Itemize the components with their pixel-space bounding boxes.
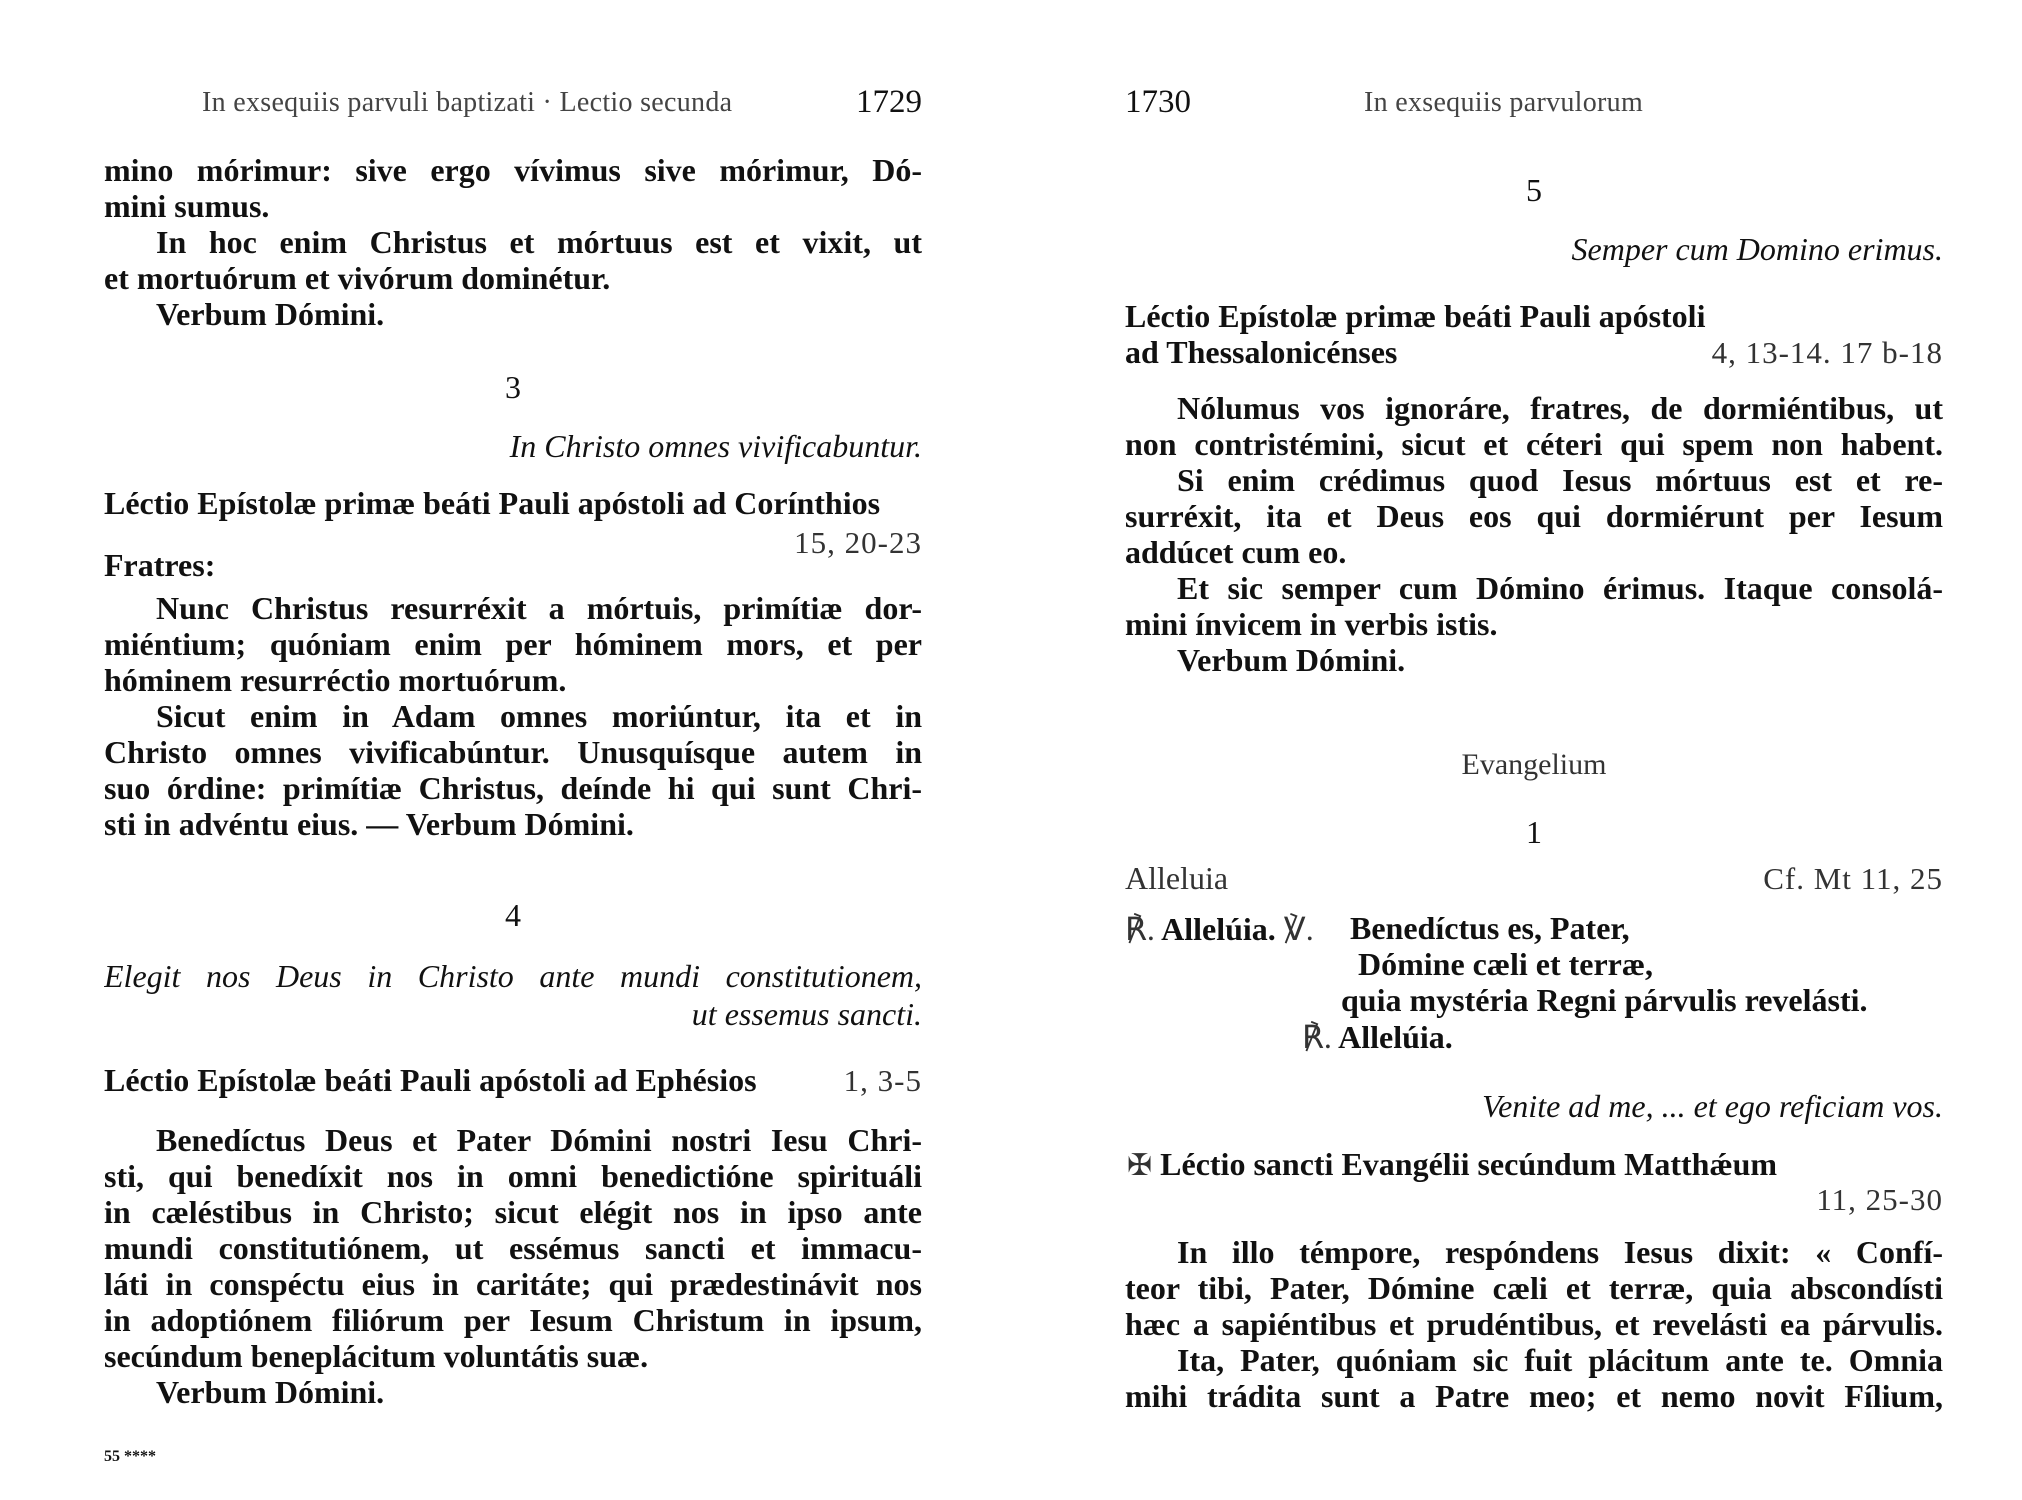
gospel-theme: Venite ad me, ... et ego reficiam vos. [1482, 1088, 1943, 1124]
closing-response-line [1302, 1018, 1453, 1056]
reading-reference: 4, 13-14. 17 b-18 [1711, 335, 1943, 370]
right-page [1125, 0, 1943, 1500]
text-line: mihi trádita sunt a Patre meo; et nemo novit Fílium, [1125, 1378, 1943, 1414]
gospel-title-line [1127, 1146, 1777, 1183]
text-line: sti, qui benedíxit nos in omni benedictióne spirituáli [104, 1158, 922, 1194]
text-line: Si enim crédimus quod Iesus mórtuus est et re- [1177, 462, 1943, 498]
section-theme: In Christo omnes vivificabuntur. [509, 428, 922, 464]
reading-reference: 15, 20-23 [794, 525, 922, 560]
cross-icon: ✠ [1127, 1149, 1153, 1182]
text-line: In illo témpore, respóndens Iesus dixit: « Confí- [1177, 1234, 1943, 1270]
reading-title: Léctio Epístolæ primæ beáti Pauli apóstoli [1125, 298, 1706, 334]
text-line: in cæléstibus in Christo; sicut elégit nos in ipso ante [104, 1194, 922, 1230]
section-number: 3 [505, 369, 521, 405]
text-line: sti in advéntu eius. — Verbum Dómini. [104, 806, 634, 842]
text-line: Ita, Pater, quóniam sic fuit plácitum ante te. Omnia [1177, 1342, 1943, 1378]
text-line: mini ínvicem in verbis istis. [1125, 606, 1498, 642]
text-line: Nólumus vos ignoráre, fratres, de dormiéntibus, ut [1177, 390, 1943, 426]
text-line: suo órdine: primítiæ Christus, deínde hi qui sunt Chri- [104, 770, 922, 806]
section-theme: Elegit nos Deus in Christo ante mundi constitutionem, [104, 958, 922, 994]
text-line: mundi constitutiónem, ut essémus sancti et immacu- [104, 1230, 922, 1266]
text-line: miéntium; quóniam enim per hóminem mors, et per [104, 626, 922, 662]
greeting: Fratres: [104, 547, 216, 583]
text-line: hóminem resurréctio mortuórum. [104, 662, 567, 698]
text-line: addúcet cum eo. [1125, 534, 1347, 570]
reading-title: Léctio Epístolæ primæ beáti Pauli apóstoli ad Corínthios [104, 485, 881, 521]
page-number: 1729 [856, 84, 922, 120]
gospel-title: Léctio sancti Evangélii secúndum Matthǽum [1160, 1146, 1778, 1182]
running-title: In exsequiis parvulorum [1364, 87, 1644, 118]
section-theme: Semper cum Domino erimus. [1571, 231, 1943, 267]
section-number: 4 [505, 897, 521, 933]
alleluia-word: Allelúia. [1338, 1019, 1453, 1055]
text-line: mino mórimur: sive ergo vívimus sive mórimur, Dó- [104, 152, 922, 188]
running-head [1125, 84, 1943, 124]
alleluia-reference: Cf. Mt 11, 25 [1763, 861, 1943, 896]
text-line: Christo omnes vivificabúntur. Unusquísque autem in [104, 734, 922, 770]
verse-line: Benedíctus es, Pater, [1350, 910, 1630, 946]
text-line: non contristémini, sicut et céteri qui spem non habent. [1125, 426, 1943, 462]
reading-title: Léctio Epístolæ beáti Pauli apóstoli ad Ephésios [104, 1062, 757, 1098]
text-line: et mortuórum et vivórum dominétur. [104, 260, 611, 296]
verse-line: quia mystéria Regni párvulis revelásti. [1341, 982, 1868, 1018]
left-page [104, 0, 922, 1500]
verse-line: Dómine cæli et terræ, [1358, 946, 1653, 982]
text-line: teor tibi, Pater, Dómine cæli et terræ, quia abscondísti [1125, 1270, 1943, 1306]
gospel-reference: 11, 25-30 [1816, 1182, 1943, 1217]
section-number: 5 [1526, 172, 1542, 208]
text-line: Verbum Dómini. [156, 1374, 385, 1410]
text-line: in adoptiónem filiórum per Iesum Christum in ipsum, [104, 1302, 922, 1338]
verse-symbol: ℣. [1283, 911, 1314, 947]
text-line: secúndum beneplácitum voluntátis suæ. [104, 1338, 649, 1374]
running-head [104, 84, 922, 124]
alleluia-word: Allelúia. [1161, 911, 1276, 947]
reading-reference: 1, 3-5 [843, 1063, 922, 1098]
page-number: 1730 [1125, 84, 1191, 120]
running-title: In exsequiis parvuli baptizati · Lectio secunda [202, 87, 733, 118]
text-line: surréxit, ita et Deus eos qui dormiérunt per Iesum [1125, 498, 1943, 534]
section-number: 1 [1526, 814, 1542, 850]
alleluia-response-line [1125, 910, 1314, 948]
text-line: Nunc Christus resurréxit a mórtuis, primítiæ dor- [156, 590, 922, 626]
section-theme: ut essemus sancti. [691, 996, 922, 1032]
text-line: Et sic semper cum Dómino érimus. Itaque consolá- [1177, 570, 1943, 606]
section-heading: Evangelium [1461, 748, 1607, 781]
text-line: mini sumus. [104, 188, 270, 224]
text-line: láti in conspéctu eius in caritáte; qui prædestinávit nos [104, 1266, 922, 1302]
response-symbol: ℟. [1302, 1019, 1332, 1055]
text-line: Verbum Dómini. [156, 296, 385, 332]
reading-title: ad Thessalonicénses [1125, 334, 1398, 370]
text-line: In hoc enim Christus et mórtuus est et vixit, ut [156, 224, 922, 260]
alleluia-label: Alleluia [1125, 860, 1229, 896]
response-symbol: ℟. [1125, 911, 1155, 947]
text-line: Verbum Dómini. [1177, 642, 1406, 678]
text-line: hæc a sapiéntibus et prudéntibus, et revelásti ea párvulis. [1125, 1306, 1943, 1342]
signature-mark: 55 **** [104, 1448, 156, 1465]
text-line: Benedíctus Deus et Pater Dómini nostri Iesu Chri- [156, 1122, 922, 1158]
text-line: Sicut enim in Adam omnes moriúntur, ita et in [156, 698, 922, 734]
